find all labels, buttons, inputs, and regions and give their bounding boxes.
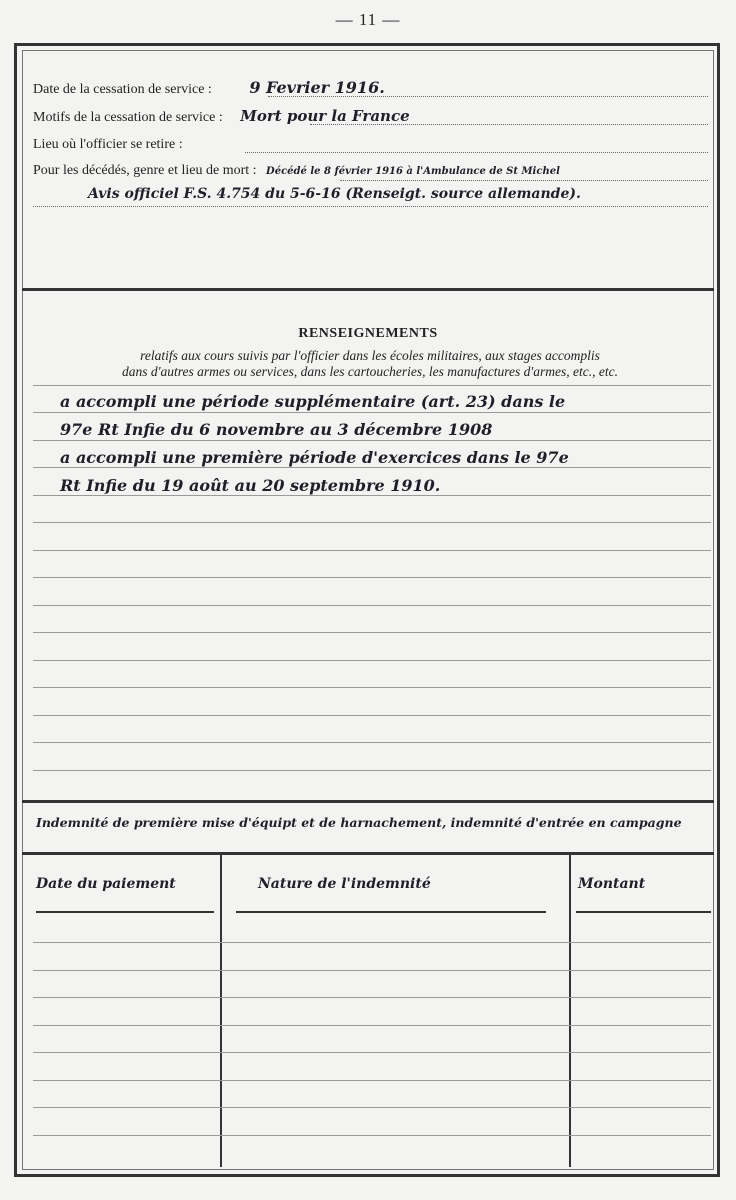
inner-frame	[22, 50, 714, 1170]
column-divider-2	[569, 855, 571, 1167]
renseignements-title: RENSEIGNEMENTS	[298, 326, 438, 341]
ruled-line	[33, 770, 711, 771]
ruled-line	[33, 970, 711, 971]
ruled-line	[33, 632, 711, 633]
column-header-montant: Montant	[578, 876, 646, 892]
column-header-nature: Nature de l'indemnité	[258, 876, 431, 892]
cessation-date-label: Date de la cessation de service :	[33, 82, 212, 97]
cessation-motifs-value: Mort pour la France	[240, 107, 410, 125]
ruled-line	[33, 550, 711, 551]
ruled-line	[33, 412, 711, 413]
ruled-line	[33, 1107, 711, 1108]
header-underline-date	[36, 911, 214, 913]
lieu-label: Lieu où l'officier se retire :	[33, 137, 183, 152]
page-number: — 11 —	[335, 10, 401, 29]
header-underline-nature	[236, 911, 546, 913]
cessation-motifs-label: Motifs de la cessation de service :	[33, 110, 223, 125]
cessation-date-row	[33, 78, 385, 98]
renseignement-entry-3: a accompli une première période d'exercices dans le 97e	[60, 448, 569, 467]
column-divider-1	[220, 855, 222, 1167]
deces-label: Pour les décédés, genre et lieu de mort :	[33, 163, 257, 178]
lieu-dotline	[245, 152, 708, 153]
lieu-row	[33, 136, 183, 153]
ruled-line	[33, 467, 711, 468]
ruled-line	[33, 440, 711, 441]
deces-dotline	[340, 180, 708, 181]
section-divider-2	[22, 800, 714, 803]
header-underline-montant	[576, 911, 711, 913]
ruled-line	[33, 687, 711, 688]
renseignement-entry-1: a accompli une période supplémentaire (art. 23) dans le	[60, 392, 566, 411]
cessation-date-value: 9 Fevrier 1916.	[249, 78, 385, 97]
ruled-line	[33, 715, 711, 716]
ruled-line	[33, 742, 711, 743]
section-divider-1	[22, 288, 714, 291]
indemnite-heading: Indemnité de première mise d'équipt et de harnachement, indemnité d'entrée en campagne	[36, 815, 682, 830]
ruled-line	[33, 660, 711, 661]
ruled-line	[33, 385, 711, 386]
deces-value: Décédé le 8 février 1916 à l'Ambulance de St Michel	[266, 166, 560, 177]
motifs-dotline	[310, 124, 708, 125]
ruled-line	[33, 1052, 711, 1053]
renseignements-subtitle-1: relatifs aux cours suivis par l'officier dans les écoles militaires, aux stages accomplis	[140, 348, 600, 363]
ruled-line	[33, 577, 711, 578]
ruled-line	[33, 495, 711, 496]
ruled-line	[33, 942, 711, 943]
ruled-line	[33, 1025, 711, 1026]
section-divider-3	[22, 852, 714, 855]
avis-officiel-text: Avis officiel F.S. 4.754 du 5-6-16 (Renseigt. source allemande).	[88, 186, 581, 202]
avis-dotline	[33, 206, 708, 207]
ruled-line	[33, 605, 711, 606]
renseignement-entry-4: Rt Infie du 19 août au 20 septembre 1910.	[60, 476, 441, 495]
date-dotline	[268, 96, 708, 97]
renseignement-entry-2: 97e Rt Infie du 6 novembre au 3 décembre 1908	[60, 420, 493, 439]
ruled-line	[33, 522, 711, 523]
renseignements-subtitle-2: dans d'autres armes ou services, dans les cartoucheries, les manufactures d'armes, etc., etc.	[122, 364, 618, 379]
ruled-line	[33, 997, 711, 998]
ruled-line	[33, 1135, 711, 1136]
ruled-line	[33, 1080, 711, 1081]
deces-row	[33, 163, 560, 179]
column-header-date: Date du paiement	[36, 876, 176, 892]
